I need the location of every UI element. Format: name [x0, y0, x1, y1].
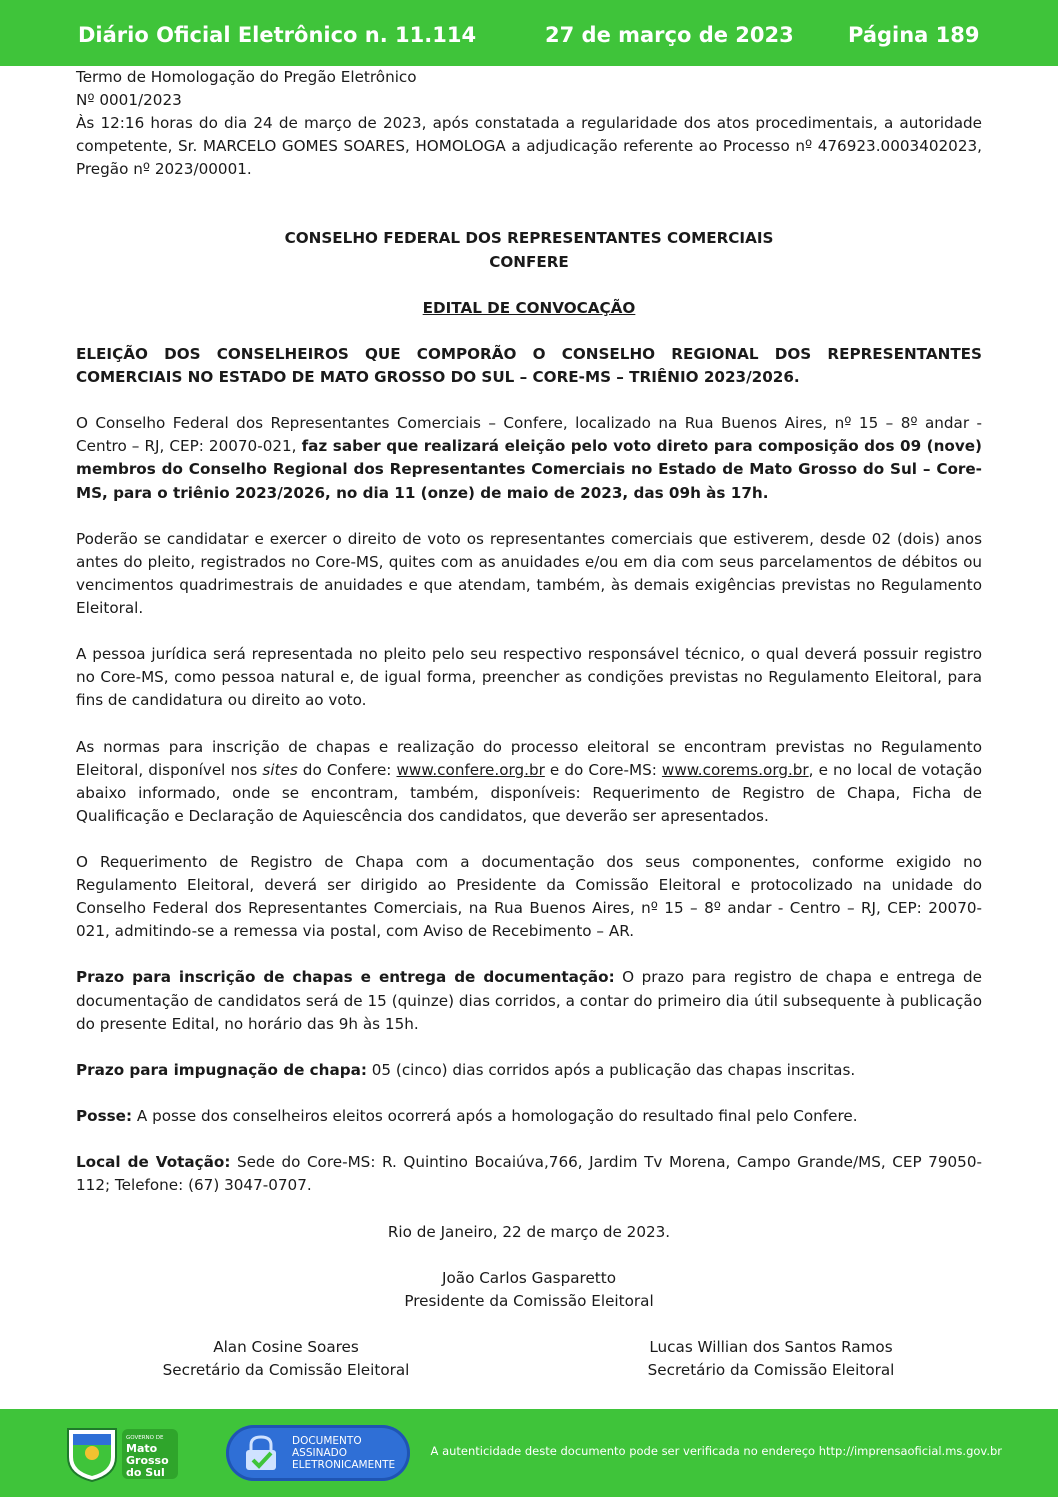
- secretary-signature-2: [641, 1336, 901, 1382]
- confere-link[interactable]: www.confere.org.br: [396, 760, 545, 779]
- president-role: Presidente da Comissão Eleitoral: [404, 1291, 654, 1310]
- inauguration-label: Posse:: [76, 1107, 133, 1126]
- electronic-signature-seal: [226, 1425, 410, 1481]
- rules-text-d: , e no local de votação abaixo informado, onde se encontram, também, disponíveis: Requerimento de Registro de Chapa, Ficha de Qualificação e Declaração de Aquiescência dos candidatos, que deverão ser apresentados.: [76, 760, 983, 825]
- homologation-body: Às 12:16 horas do dia 24 de março de 2023, após constatada a regularidade dos atos procedimentais, a autoridade competente, Sr. MARCELO GOMES SOARES, HOMOLOGA a adjudicação referente ao Processo nº 476923.0003402023, Pregão nº 2023/00001.: [76, 114, 982, 179]
- rules-sites-word: sites: [262, 760, 298, 779]
- svg-text:do Sul: do Sul: [126, 1466, 165, 1479]
- issue-date: 27 de março de 2023: [545, 23, 794, 47]
- paragraph-deadline-registration: [76, 966, 982, 1035]
- document-title-text: EDITAL DE CONVOCAÇÃO: [422, 298, 636, 317]
- paragraph-registration: O Requerimento de Registro de Chapa com a documentação dos seus componentes, conforme exigido no Regulamento Eleitoral, deverá ser dirigido ao Presidente da Comissão Eleitoral e protocolizado na unidade do Conselho Federal dos Representantes Comerciais, na Rua Buenos Aires, nº 15 – 8º andar - Centro – RJ, CEP: 20070-021, admitindo-se a remessa via postal, com Aviso de Recebimento – AR.: [76, 853, 982, 941]
- rules-text-b: do Confere:: [297, 760, 397, 779]
- paragraph-inauguration: [76, 1105, 982, 1128]
- deadline-registration-text: O prazo para registro de chapa e entrega de documentação de candidatos será de 15 (quinze) dias corridos, a contar do primeiro dia útil subsequente à publicação do presente Edital, no horário das 9h às 15h.: [76, 968, 982, 1033]
- secretary-2-name: Lucas Willian dos Santos Ramos: [649, 1337, 893, 1356]
- homologation-heading: Termo de Homologação do Pregão Eletrônico: [76, 68, 417, 86]
- inauguration-text: A posse dos conselheiros eleitos ocorrerá após a homologação do resultado final pelo Confere.: [132, 1107, 858, 1126]
- page-content: [76, 66, 982, 1382]
- convocation-bold-text: faz saber que realizará eleição pelo voto direto para composição dos 09 (nove) membros do Conselho Regional dos Representantes Comerciais no Estado de Mato Grosso do Sul – Core-MS, para o triênio 2023/2026, no dia 11 (onze) de maio de 2023, das 09h às 17h.: [76, 437, 982, 502]
- seal-text: DOCUMENTO ASSINADO ELETRONICAMENTE: [292, 1435, 396, 1471]
- page-header: [0, 0, 1058, 66]
- padlock-check-icon: [240, 1434, 282, 1472]
- org-acronym: CONFERE: [489, 252, 569, 271]
- deadline-challenge-text: 05 (cinco) dias corridos após a publicação das chapas inscritas.: [366, 1060, 856, 1079]
- paragraph-rules: [76, 736, 982, 828]
- deadline-challenge-label: Prazo para impugnação de chapa:: [76, 1060, 367, 1079]
- election-subject: ELEIÇÃO DOS CONSELHEIROS QUE COMPORÃO O CONSELHO REGIONAL DOS REPRESENTANTES COMERCIAIS NO ESTADO DE MATO GROSSO DO SUL – CORE-MS – TRIÊNIO 2023/2026.: [76, 344, 982, 387]
- rules-text-a: As normas para inscrição de chapas e realização do processo eleitoral se encontram previstas no Regulamento Eleitoral, disponível nos: [76, 737, 982, 779]
- secretaries-signatures: [76, 1336, 982, 1382]
- paragraph-deadline-challenge: [76, 1059, 982, 1082]
- paragraph-legal-entity: A pessoa jurídica será representada no pleito pelo seu respectivo responsável técnico, o qual deverá possuir registro no Core-MS, como pessoa natural e, de igual forma, preencher as condições previstas no Regulamento Eleitoral, para fins de candidatura ou direito ao voto.: [76, 645, 982, 710]
- svg-text:GOVERNO DE: GOVERNO DE: [126, 1435, 164, 1441]
- paragraph-voting-place: [76, 1151, 982, 1197]
- voting-place-text: Sede do Core-MS: R. Quintino Bocaiúva,766, Jardim Tv Morena, Campo Grande/MS, CEP 79050-112; Telefone: (67) 3047-0707.: [76, 1153, 982, 1195]
- authenticity-note: A autenticidade deste documento pode ser verificada no endereço http://imprensaoficial.ms.gov.br: [430, 1444, 1002, 1458]
- place-and-date: Rio de Janeiro, 22 de março de 2023.: [387, 1222, 671, 1241]
- svg-text:Grosso: Grosso: [126, 1454, 169, 1467]
- deadline-registration-label: Prazo para inscrição de chapas e entrega de documentação:: [76, 968, 615, 987]
- document-title: [76, 297, 982, 320]
- paragraph-convocation: [76, 412, 982, 504]
- secretary-1-name: Alan Cosine Soares: [213, 1337, 359, 1356]
- page-footer: [0, 1409, 1058, 1497]
- svg-text:Mato: Mato: [126, 1442, 158, 1455]
- president-name: João Carlos Gasparetto: [442, 1268, 616, 1287]
- voting-place-label: Local de Votação:: [76, 1153, 231, 1172]
- secretary-1-role: Secretário da Comissão Eleitoral: [162, 1361, 410, 1380]
- paragraph-eligibility: Poderão se candidatar e exercer o direito de voto os representantes comerciais que estiverem, desde 02 (dois) anos antes do pleito, registrados no Core-MS, quites com as anuidades e/ou em dia com seus parcelamentos de débitos ou vencimentos quadrimestrais de anuidades e que atendam, também, às demais exigências previstas no Regulamento Eleitoral.: [76, 529, 982, 617]
- org-name: CONSELHO FEDERAL DOS REPRESENTANTES COMERCIAIS: [284, 229, 774, 248]
- secretary-2-role: Secretário da Comissão Eleitoral: [647, 1361, 895, 1380]
- page-number: Página 189: [848, 23, 980, 47]
- convocation-text: O Conselho Federal dos Representantes Comerciais – Confere, localizado na Rua Buenos Aires, nº 15 – 8º andar - Centro – RJ, CEP: 20070-021,: [76, 414, 982, 456]
- journal-title: Diário Oficial Eletrônico n. 11.114: [78, 23, 477, 47]
- government-logo: [64, 1423, 184, 1483]
- homologation-number: Nº 0001/2023: [76, 91, 182, 110]
- rules-text-c: e do Core-MS:: [544, 760, 662, 779]
- corems-link[interactable]: www.corems.org.br: [661, 760, 809, 779]
- secretary-signature-1: [156, 1336, 416, 1382]
